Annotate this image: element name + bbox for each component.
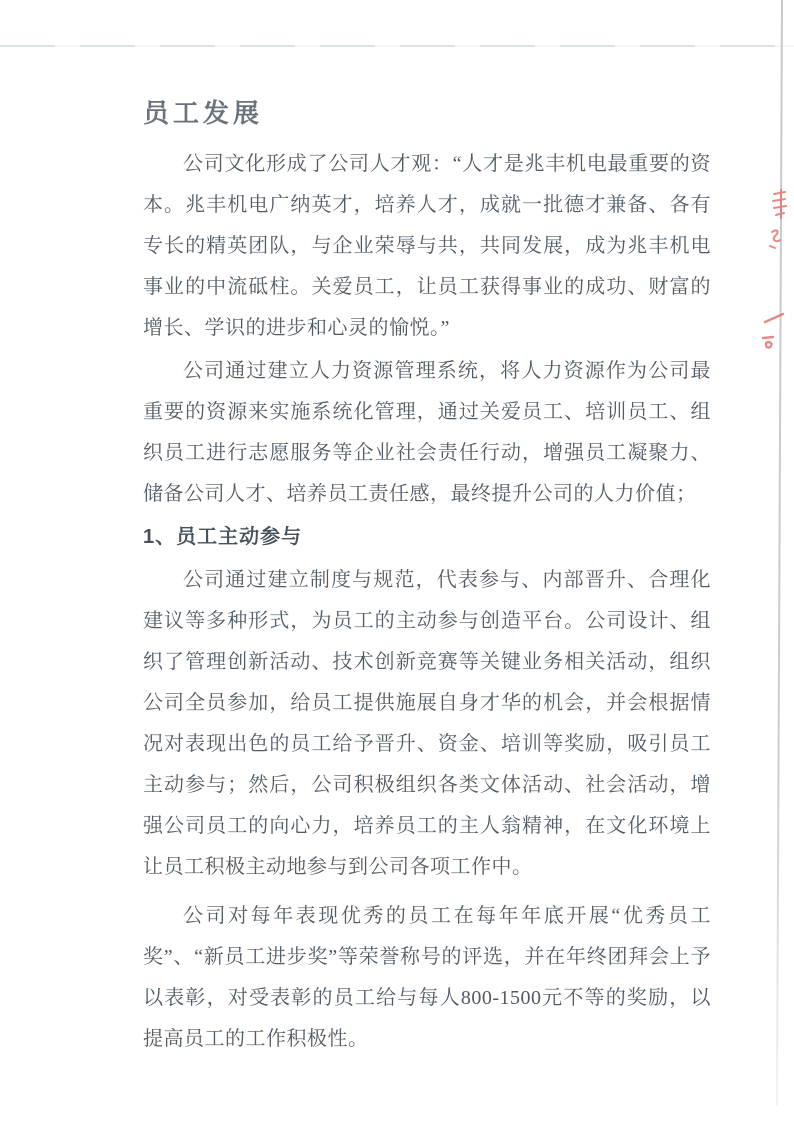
paragraph-hr-system: 公司通过建立人力资源管理系统，将人力资源作为公司最重要的资源来实施系统化管理，通过关爱员工、培训员工、组织员工进行志愿服务等企业社会责任行动，增强员工凝聚力、储备公司人才、培养员工责任感，最终提升公司的人力价值； <box>143 360 711 505</box>
handwritten-red-mark-icon <box>759 310 787 356</box>
paragraph-annual-awards: 公司对每年表现优秀的员工在每年年底开展“优秀员工奖”、“新员工进步奖”等荣誉称号的评选，并在年终团拜会上予以表彰，对受表彰的员工给与每人800-1500元不等的奖励，以提高员工的工作积极性。 <box>143 905 711 1050</box>
handwritten-red-mark-icon <box>765 188 787 252</box>
paragraph-participation-platform: 公司通过建立制度与规范，代表参与、内部晋升、合理化建议等多种形式，为员工的主动参与创造平台。公司设计、组织了管理创新活动、技术创新竞赛等关键业务相关活动，组织公司全员参加，给员工提供施展自身才华的机会，并会根据情况对表现出色的员工给予晋升、资金、培训等奖励，吸引员工主动参与；然后，公司积极组织各类文体活动、社会活动，增强公司员工的向心力，培养员工的主人翁精神，在文化环境上让员工积极主动地参与到公司各项工作中。 <box>143 569 711 878</box>
scan-edge-vertical-line <box>776 0 783 1106</box>
section-heading-employee-participation: 1、员工主动参与 <box>143 526 303 548</box>
page-title: 员工发展 <box>143 98 264 128</box>
document-content <box>143 96 711 1062</box>
scan-artifact-horizontal-line <box>0 45 794 47</box>
paragraph-talent-view: 公司文化形成了公司人才观：“人才是兆丰机电最重要的资本。兆丰机电广纳英才，培养人才，成就一批德才兼备、各有专长的精英团队，与企业荣辱与共，共同发展，成为兆丰机电事业的中流砥柱。关爱员工，让员工获得事业的成功、财富的增长、学识的进步和心灵的愉悦。” <box>143 153 711 339</box>
